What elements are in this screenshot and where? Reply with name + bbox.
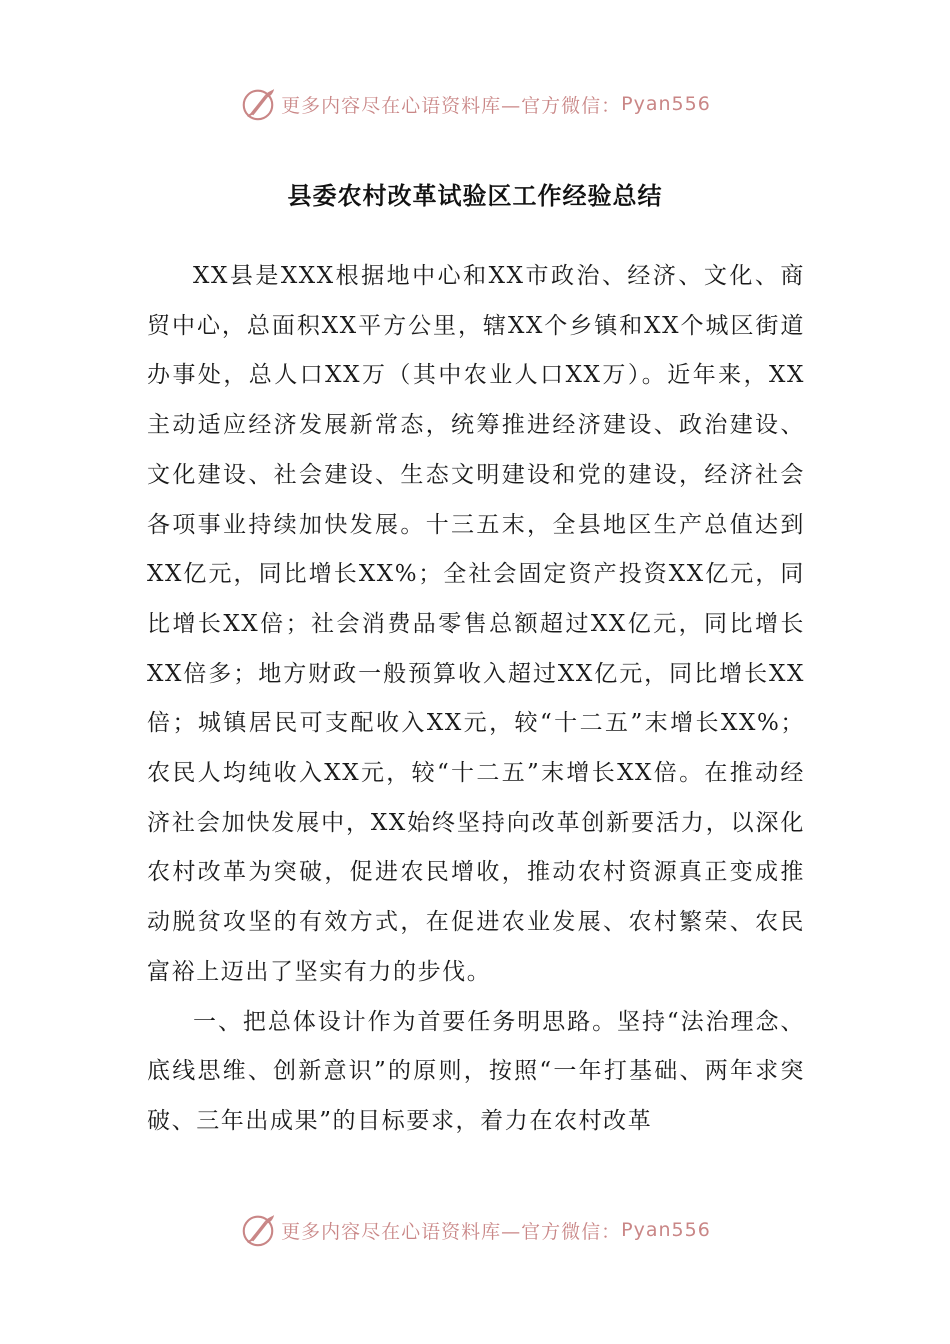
document-body [147, 252, 805, 1147]
page-title: 县委农村改革试验区工作经验总结 [287, 182, 663, 210]
quill-pen-icon [239, 1211, 277, 1249]
paragraph: 一、把总体设计作为首要任务明思路。坚持“法治理念、底线思维、创新意识”的原则，按照“一年打基础、两年求突破、三年出成果”的目标要求，着力在农村改革 [147, 1008, 805, 1134]
wechat-id: Pyan556 [621, 93, 711, 115]
header-watermark [0, 84, 950, 124]
quill-pen-icon [239, 85, 277, 123]
watermark-text: 更多内容尽在心语资料库—官方微信： [281, 1220, 622, 1243]
footer-watermark [0, 1210, 950, 1250]
paragraph: XX县是XXX根据地中心和XX市政治、经济、文化、商贸中心，总面积XX平方公里，辖XX个乡镇和XX个城区街道办事处，总人口XX万（其中农业人口XX万）。近年来，XX主动适应经济发展新常态，统筹推进经济建设、政治建设、文化建设、社会建设、生态文明建设和党的建设，经济社会各项事业持续加快发展。十三五末，全县地区生产总值达到XX亿元，同比增长XX%；全社会固定资产投资XX亿元，同比增长XX倍；社会消费品零售总额超过XX亿元，同比增长XX倍多；地方财政一般预算收入超过XX亿元，同比增长XX倍；城镇居民可支配收入XX元，较“十二五”末增长XX%；农民人均纯收入XX元，较“十二五”末增长XX倍。在推动经济社会加快发展中，XX始终坚持向改革创新要活力，以深化农村改革为突破，促进农民增收，推动农村资源真正变成推动脱贫攻坚的有效方式，在促进农业发展、农村繁荣、农民富裕上迈出了坚实有力的步伐。 [147, 263, 805, 985]
watermark-text: 更多内容尽在心语资料库—官方微信： [281, 94, 622, 117]
wechat-id: Pyan556 [621, 1219, 711, 1241]
